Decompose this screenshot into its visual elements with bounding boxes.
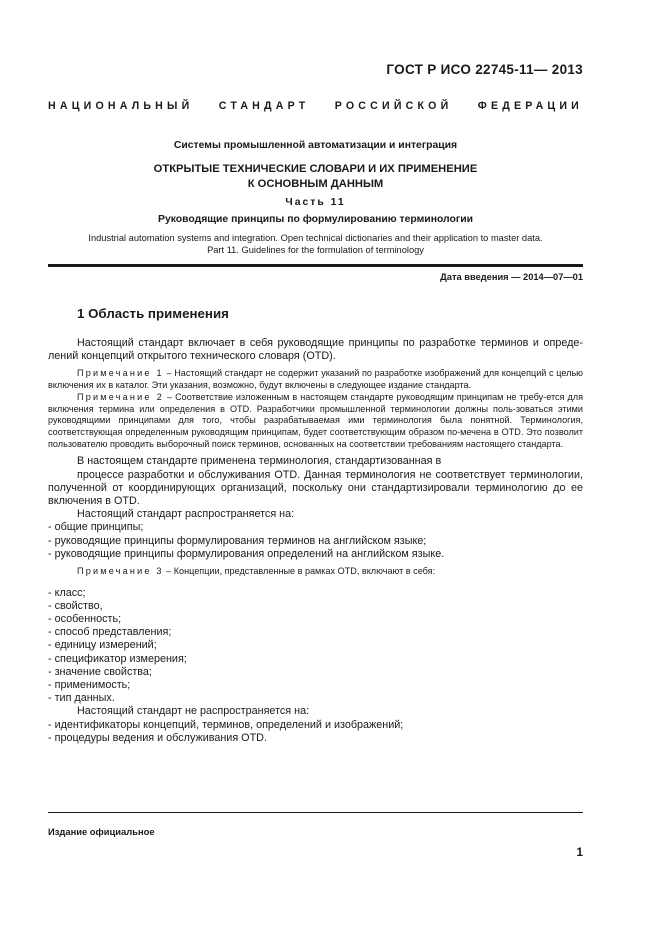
note-3-label: Примечание 3	[77, 565, 164, 576]
list-item: - тип данных.	[48, 692, 115, 705]
section-body	[48, 337, 583, 745]
title-divider	[48, 264, 583, 267]
introduction-date: Дата введения — 2014—07—01	[440, 272, 583, 282]
note-2-label: Примечание 2	[77, 391, 165, 402]
paragraph-terminology-rest: процессе разработки и обслуживания OTD. Данная терминология не соответствует терминологии, полученной от координирующих организаций, поскольку они стандартизировали терминологию до ее включения в OTD.	[48, 468, 583, 507]
official-edition-label: Издание официальное	[48, 826, 155, 837]
note-1-label: Примечание 1	[77, 368, 164, 379]
title-english-line2: Part 11. Guidelines for the formulation of terminology	[207, 245, 424, 255]
section-heading: 1 Область применения	[77, 306, 229, 321]
title-part: Часть 11	[285, 197, 346, 208]
list-item: - особенность;	[48, 613, 122, 626]
national-standard-banner: НАЦИОНАЛЬНЫЙ СТАНДАРТ РОССИЙСКОЙ ФЕДЕРАЦИИ	[48, 100, 583, 112]
standard-number: ГОСТ Р ИСО 22745-11— 2013	[386, 62, 583, 77]
note-3	[48, 566, 583, 578]
title-main-line1: ОТКРЫТЫЕ ТЕХНИЧЕСКИЕ СЛОВАРИ И ИХ ПРИМЕНЕНИЕ	[153, 163, 478, 175]
paragraph-terminology-line1: В настоящем стандарте применена терминология, стандартизованная в	[77, 455, 442, 468]
list-item: - процедуры ведения и обслуживания OTD.	[48, 731, 267, 744]
note-1-text: – Настоящий стандарт не содержит указаний по разработке изображений для концепций с целью включения их в каталог. Эти указания, возможно, будут включены в следующее издание стандарта.	[48, 368, 583, 391]
list-item: - способ представления;	[48, 626, 172, 639]
title-systems: Системы промышленной автоматизации и интеграция	[173, 140, 458, 151]
list-item: - единицу измерений;	[48, 639, 157, 652]
list-item: - применимость;	[48, 679, 131, 692]
title-guidelines: Руководящие принципы по формулированию терминологии	[158, 214, 473, 225]
list-item: - руководящие принципы формулирования определений на английском языке.	[48, 547, 445, 560]
note-3-text: – Концепции, представленные в рамках OTD, включают в себя:	[163, 565, 436, 576]
list-item: - спецификатор измерения;	[48, 652, 187, 665]
paragraph-scope: Настоящий стандарт включает в себя руководящие принципы по разработке терминов и опреде-лений концепций открытого технического словаря (OTD).	[48, 337, 583, 363]
note-1	[48, 368, 583, 391]
list-item: - значение свойства;	[48, 665, 152, 678]
title-english-line1: Industrial automation systems and integration. Open technical dictionaries and their application to master data.	[88, 233, 543, 243]
note-2-text: – Соответствие изложенным в настоящем стандарте руководящим принципам не требу-ется для включения термина или определения в OTD. Разработчики промышленной терминологии должны поль-зоваться этими руководящими принципами для того, чтобы разрабатываемая ими терминология была понятной. Терминология, соответствующая определенным руководящим принципам, будет соответствующим образом по-мечена в OTD. Это позволит пользователю проводить выборочный поиск терминов, основанных на соответствии требованиям настоящего стандарта.	[48, 391, 583, 449]
paragraph-applies: Настоящий стандарт распространяется на:	[77, 508, 295, 521]
list-item: - идентификаторы концепций, терминов, определений и изображений;	[48, 718, 404, 731]
list-item: - руководящие принципы формулирования терминов на английском языке;	[48, 534, 427, 547]
note-2	[48, 392, 583, 451]
list-item: - свойство,	[48, 599, 103, 612]
list-item: - класс;	[48, 586, 86, 599]
title-main-line2: К ОСНОВНЫМ ДАННЫМ	[247, 178, 384, 190]
footer-divider	[48, 812, 583, 813]
paragraph-not-applies: Настоящий стандарт не распространяется на:	[77, 705, 310, 718]
list-item: - общие принципы;	[48, 521, 144, 534]
page-number: 1	[576, 845, 583, 859]
